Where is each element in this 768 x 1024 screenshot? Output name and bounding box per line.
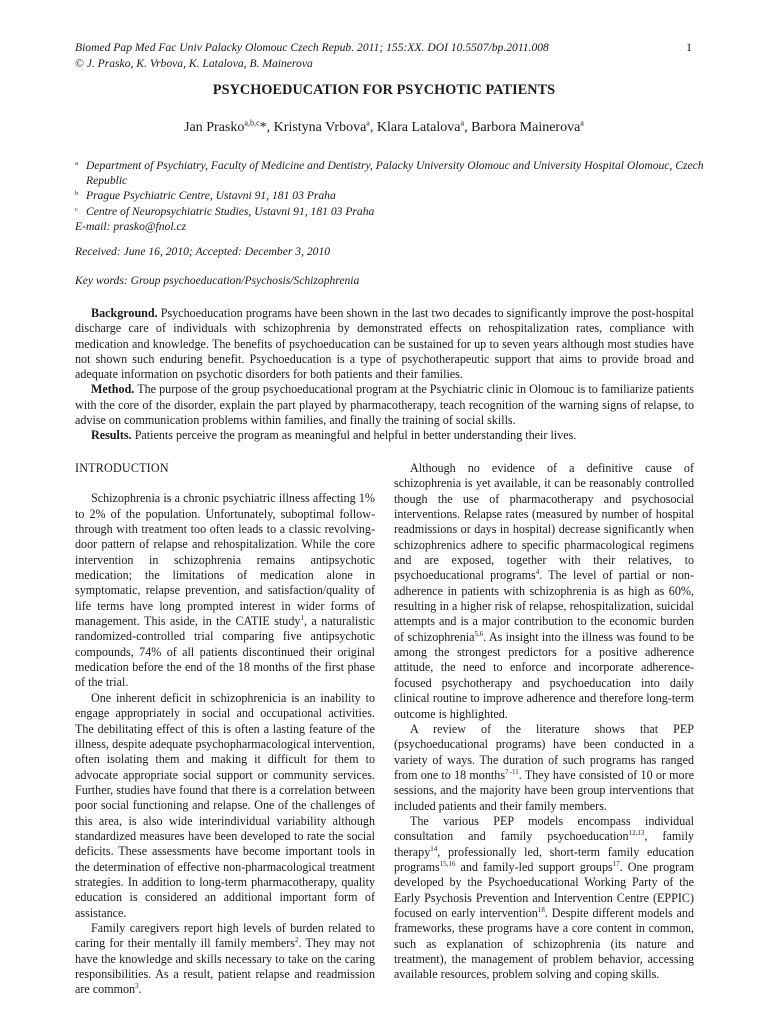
abstract xyxy=(75,306,694,444)
abstract-method: Method. The purpose of the group psychoeducational program at the Psychiatric clinic in Olomouc is to familiarize patients with the core of the disorder, explain the part played by pharmacotherapy, teach recognition of the warning signs of relapse, to advise on communication problems within families, and finally the training of social skills. xyxy=(75,382,694,428)
article-title: PSYCHOEDUCATION FOR PSYCHOTIC PATIENTS xyxy=(212,82,556,98)
paragraph: A review of the literature shows that PEP (psychoeducational programs) have been conducted in a variety of ways. The duration of such programs has ranged from one to 18 months$^{7-11}$. They have consisted of 10 or more sessions, and the majority have been group interventions that included patients and their family members. xyxy=(394,721,695,813)
paragraph: One inherent deficit in schizophrenicia is an inability to engage appropriately in social and occupational activities. The debilitating effect of this is often a lasting feature of the illness, despite adequate psychopharmacological intervention, often isolating them and making it difficult for them to advocate appropriate social support or community services. Further, studies have found that there is a correlation between poor social functioning and relapse. One of the challenges of this area, is also wide interindividual variability although standardized measures have been developed to rate the social deficits. These assessments have become important tools in the determination of effective non-pharmacological treatment strategies. In addition to long-term pharmacotherapy, quality education is considered an additional important form of assistance. xyxy=(75,690,375,920)
author-list xyxy=(0,120,768,136)
paragraph: Family caregivers report high levels of burden related to caring for their mentally ill family members$^2$. They may not have the knowledge and skills necessary to take on the caring responsibilities. As a result, patient relapse and readmission are common$^3$. xyxy=(75,920,375,997)
author: Barbora Mainerova$^a$ xyxy=(471,118,584,135)
paragraph: Schizophrenia is a chronic psychiatric illness affecting 1% to 2% of the population. Unfortunately, suboptimal follow-through with treatment too often leads to a classic revolving-door pattern of relapse and rehospitalization. While the core intervention in schizophrenia remains antipsychotic medication; the limitations of medication alone in symptomatic, relapse prevention, and satisfaction/quality of life terms have long prompted interest in wider forms of management. This aside, in the CATIE study$^1$, a naturalistic randomized-controlled trial comparing five antipsychotic compounds, 74% of all patients discontinued their original medication before the end of the 18 months of the first phase of the trial. xyxy=(75,491,375,690)
author: Klara Latalova$^a$, xyxy=(376,118,468,135)
running-header xyxy=(75,40,695,72)
affiliation: c Centre of Neuropsychiatric Studies, Ustavni 91, 181 03 Praha xyxy=(75,204,375,218)
copyright-line: © J. Prasko, K. Vrbova, K. Latalova, B. Mainerova xyxy=(75,57,313,70)
abstract-results: Results. Patients perceive the program as meaningful and helpful in better understanding their lives. xyxy=(91,428,577,443)
received-dates: Received: June 16, 2010; Accepted: December 3, 2010 xyxy=(75,245,331,258)
affiliation: b Prague Psychiatric Centre, Ustavni 91, 181 03 Praha xyxy=(75,189,336,203)
contact-email: E-mail: prasko@fnol.cz xyxy=(75,219,187,233)
paragraph: The various PEP models encompass individual consultation and family psychoeducation$^{12,13}$, family therapy$^{14}$, professionally led, short-term family education programs$^{15,16}$ and family-led support groups$^{17}$. One program developed by the Psychoeducational Working Party of the Early Psychosis Prevention and Intervention Centre (EPPIC) focused on early intervention$^{18}$. Despite different models and frameworks, these programs have a core content in common, such as explanation of schizophrenia (its nature and treatment), the management of problem behavior, accessing available resources, problem solving and coping skills. xyxy=(394,813,694,982)
abstract-background: Background. Psychoeducation programs have been shown in the last two decades to significantly improve the post-hospital discharge care of individuals with schizophrenia by demonstrated effects on rehospitalization rates, compliance with medication and knowledge. The benefits of psychoeducation can be sustained for up to seven years although most studies have not shown such enduring benefit. Psychoeducation is a type of psychotherapeutic support that aims to provide broad and adequate information on psychotic disorders for both patients and their families. xyxy=(75,306,694,382)
body-column-right xyxy=(394,461,694,983)
affiliation: a Department of Psychiatry, Faculty of Medicine and Dentistry, Palacky University Olomouc and University Hospital Olomouc, Czech Republic xyxy=(75,159,704,188)
page-number: 1 xyxy=(686,40,692,54)
paragraph: Although no evidence of a definitive cause of schizophrenia is yet available, it can be reasonably controlled though the use of pharmacotherapy and psychosocial interventions. Relapse rates (measured by number of hospital readmissions or days in hospital) decrease significantly when schizophrenics adhere to specific pharmacological regimens and are exposed, together with their relatives, to psychoeducational programs$^4$. The level of partial or non-adherence in patients with schizophrenia is as high as 60%, resulting in a higher risk of relapse, rehospitalization, suicidal attempts and is a major contribution to the economic burden of schizophrenia$^{5,6}$. As insight into the illness was found to be among the strongest predictors for a positive adherence attitude, the need to enforce and incorporate adherence-focused psychotherapy and psychoeducation into daily clinical routine to improve adherence and therefore long-term outcome is highlighted. xyxy=(394,461,694,721)
keywords: Key words: Group psychoeducation/Psychosis/Schizophrenia xyxy=(75,274,360,287)
author: Kristyna Vrbova$^a$, xyxy=(273,118,374,135)
affiliations xyxy=(75,158,715,234)
body-column-left xyxy=(75,461,375,998)
section-heading: INTRODUCTION xyxy=(75,461,169,475)
journal-citation: Biomed Pap Med Fac Univ Palacky Olomouc Czech Repub. 2011; 155:XX. DOI 10.5507/bp.2011.008 xyxy=(75,41,549,54)
author: Jan Prasko$^{a,b,c}$*, xyxy=(184,118,271,135)
